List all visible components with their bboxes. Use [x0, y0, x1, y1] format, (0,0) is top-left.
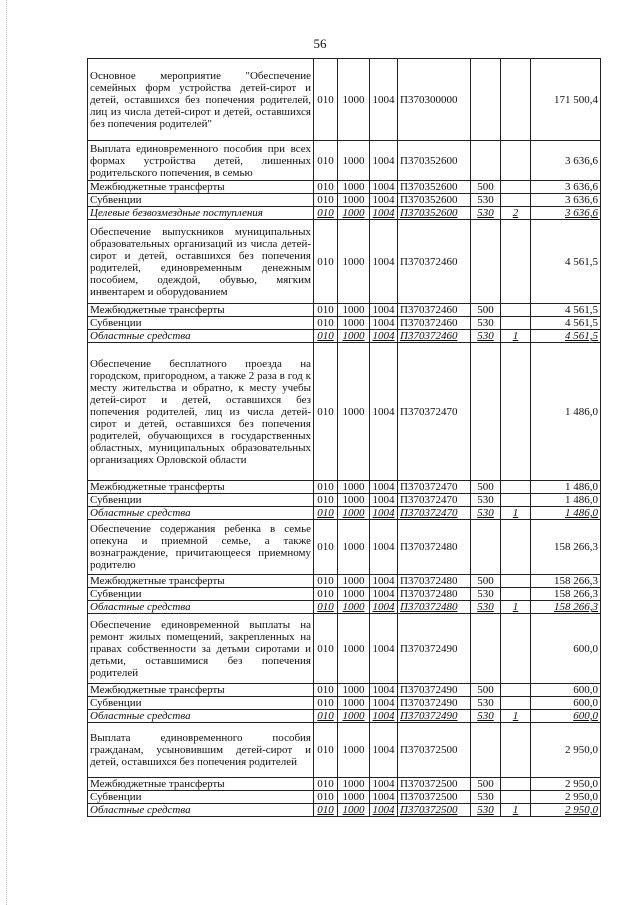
row-name: Субвенции — [88, 697, 314, 710]
row-grbs-code: 010 — [314, 343, 338, 481]
row-target-article: П370352600 — [398, 181, 471, 194]
row-name: Субвенции — [88, 588, 314, 601]
row-target-article: П370372460 — [398, 330, 471, 343]
row-source-code — [501, 588, 531, 601]
table-row — [88, 723, 601, 778]
row-source-code: 1 — [501, 330, 531, 343]
row-subsection-code: 1004 — [370, 59, 398, 141]
row-expense-type: 530 — [471, 507, 501, 520]
row-expense-type — [471, 220, 501, 304]
row-section-code: 1000 — [338, 723, 370, 778]
row-grbs-code: 010 — [314, 778, 338, 791]
row-subsection-code: 1004 — [370, 317, 398, 330]
row-name: Обеспечение единовременной выплаты на ремонт жилых помещений, закрепленных на правах собственности за детьми сиротами и детьми, оставшимися без попечения родителей — [88, 614, 314, 684]
budget-table — [87, 58, 601, 817]
row-expense-type: 500 — [471, 575, 501, 588]
row-name: Межбюджетные трансферты — [88, 575, 314, 588]
row-name: Межбюджетные трансферты — [88, 481, 314, 494]
row-grbs-code: 010 — [314, 710, 338, 723]
row-target-article: П370352600 — [398, 207, 471, 220]
row-expense-type: 530 — [471, 791, 501, 804]
row-source-code — [501, 697, 531, 710]
row-target-article: П370372500 — [398, 791, 471, 804]
row-source-code — [501, 59, 531, 141]
row-source-code — [501, 194, 531, 207]
row-subsection-code: 1004 — [370, 710, 398, 723]
row-amount: 2 950,0 — [531, 791, 601, 804]
table-row — [88, 194, 601, 207]
row-amount: 158 266,3 — [531, 575, 601, 588]
table-row — [88, 220, 601, 304]
row-source-code: 2 — [501, 207, 531, 220]
row-section-code: 1000 — [338, 494, 370, 507]
row-source-code: 1 — [501, 601, 531, 614]
row-target-article: П370300000 — [398, 59, 471, 141]
row-amount: 2 950,0 — [531, 778, 601, 791]
row-grbs-code: 010 — [314, 804, 338, 817]
row-subsection-code: 1004 — [370, 723, 398, 778]
row-name: Областные средства — [88, 601, 314, 614]
table-row — [88, 304, 601, 317]
row-target-article: П370352600 — [398, 141, 471, 181]
row-section-code: 1000 — [338, 778, 370, 791]
row-amount: 158 266,3 — [531, 588, 601, 601]
row-section-code: 1000 — [338, 684, 370, 697]
row-amount: 2 950,0 — [531, 723, 601, 778]
row-expense-type: 530 — [471, 330, 501, 343]
row-expense-type: 500 — [471, 684, 501, 697]
row-section-code: 1000 — [338, 804, 370, 817]
row-section-code: 1000 — [338, 343, 370, 481]
row-name: Субвенции — [88, 494, 314, 507]
row-grbs-code: 010 — [314, 304, 338, 317]
row-subsection-code: 1004 — [370, 343, 398, 481]
row-section-code: 1000 — [338, 791, 370, 804]
row-expense-type — [471, 614, 501, 684]
row-target-article: П370372470 — [398, 494, 471, 507]
row-expense-type — [471, 343, 501, 481]
row-expense-type: 530 — [471, 710, 501, 723]
row-amount: 600,0 — [531, 684, 601, 697]
row-name: Обеспечение содержания ребенка в семье опекуна и приемной семье, а также вознаграждение, причитающееся приемному родителю — [88, 520, 314, 575]
row-grbs-code: 010 — [314, 507, 338, 520]
row-source-code: 1 — [501, 804, 531, 817]
row-amount: 4 561,5 — [531, 330, 601, 343]
table-row — [88, 207, 601, 220]
table-row — [88, 507, 601, 520]
table-row — [88, 684, 601, 697]
row-target-article: П370372490 — [398, 710, 471, 723]
row-grbs-code: 010 — [314, 575, 338, 588]
row-name: Целевые безвозмездные поступления — [88, 207, 314, 220]
row-subsection-code: 1004 — [370, 507, 398, 520]
table-row — [88, 59, 601, 141]
table-row — [88, 481, 601, 494]
row-expense-type — [471, 520, 501, 575]
row-section-code: 1000 — [338, 575, 370, 588]
row-section-code: 1000 — [338, 697, 370, 710]
row-grbs-code: 010 — [314, 588, 338, 601]
row-source-code: 1 — [501, 710, 531, 723]
row-expense-type: 530 — [471, 588, 501, 601]
row-target-article: П370372480 — [398, 575, 471, 588]
row-name: Выплата единовременного пособия гражданам, усыновившим детей-сирот и детей, оставшихся без попечения родителей — [88, 723, 314, 778]
row-amount: 600,0 — [531, 697, 601, 710]
row-name: Обеспечение выпускников муниципальных образовательных организаций из числа детей-сирот и детей, оставшихся без попечения родителей, единовременным денежным пособием, одеждой, обувью, мягким инвентарем и оборудованием — [88, 220, 314, 304]
row-target-article: П370372460 — [398, 304, 471, 317]
row-subsection-code: 1004 — [370, 791, 398, 804]
row-section-code: 1000 — [338, 207, 370, 220]
row-expense-type: 530 — [471, 601, 501, 614]
row-source-code — [501, 304, 531, 317]
table-row — [88, 520, 601, 575]
row-target-article: П370372500 — [398, 723, 471, 778]
row-grbs-code: 010 — [314, 520, 338, 575]
table-row — [88, 710, 601, 723]
row-target-article: П370352600 — [398, 194, 471, 207]
table-row — [88, 697, 601, 710]
row-amount: 4 561,5 — [531, 317, 601, 330]
row-grbs-code: 010 — [314, 207, 338, 220]
row-section-code: 1000 — [338, 588, 370, 601]
row-target-article: П370372480 — [398, 520, 471, 575]
row-target-article: П370372480 — [398, 588, 471, 601]
row-amount: 4 561,5 — [531, 220, 601, 304]
row-section-code: 1000 — [338, 220, 370, 304]
row-section-code: 1000 — [338, 194, 370, 207]
row-section-code: 1000 — [338, 330, 370, 343]
row-expense-type: 500 — [471, 481, 501, 494]
binding-margin-rule — [6, 0, 7, 905]
row-section-code: 1000 — [338, 317, 370, 330]
row-subsection-code: 1004 — [370, 778, 398, 791]
row-source-code — [501, 481, 531, 494]
row-target-article: П370372480 — [398, 601, 471, 614]
row-name: Межбюджетные трансферты — [88, 684, 314, 697]
row-section-code: 1000 — [338, 181, 370, 194]
row-subsection-code: 1004 — [370, 194, 398, 207]
row-expense-type: 500 — [471, 778, 501, 791]
row-subsection-code: 1004 — [370, 304, 398, 317]
row-expense-type: 500 — [471, 304, 501, 317]
row-grbs-code: 010 — [314, 684, 338, 697]
row-subsection-code: 1004 — [370, 207, 398, 220]
row-grbs-code: 010 — [314, 614, 338, 684]
row-grbs-code: 010 — [314, 141, 338, 181]
row-name: Выплата единовременного пособия при всех формах устройства детей, лишенных родительского попечения, в семью — [88, 141, 314, 181]
row-expense-type — [471, 141, 501, 181]
row-name: Областные средства — [88, 710, 314, 723]
row-expense-type — [471, 723, 501, 778]
row-subsection-code: 1004 — [370, 601, 398, 614]
row-source-code — [501, 141, 531, 181]
row-target-article: П370372470 — [398, 343, 471, 481]
row-amount: 1 486,0 — [531, 343, 601, 481]
table-row — [88, 804, 601, 817]
row-name: Межбюджетные трансферты — [88, 778, 314, 791]
row-source-code — [501, 723, 531, 778]
row-source-code — [501, 494, 531, 507]
row-source-code — [501, 575, 531, 588]
row-name: Межбюджетные трансферты — [88, 181, 314, 194]
row-section-code: 1000 — [338, 59, 370, 141]
row-amount: 1 486,0 — [531, 494, 601, 507]
row-target-article: П370372470 — [398, 507, 471, 520]
row-target-article: П370372490 — [398, 697, 471, 710]
row-name: Субвенции — [88, 317, 314, 330]
row-name: Субвенции — [88, 791, 314, 804]
row-grbs-code: 010 — [314, 181, 338, 194]
row-source-code — [501, 791, 531, 804]
row-section-code: 1000 — [338, 614, 370, 684]
row-source-code — [501, 317, 531, 330]
table-row — [88, 343, 601, 481]
row-subsection-code: 1004 — [370, 330, 398, 343]
row-subsection-code: 1004 — [370, 494, 398, 507]
row-amount: 158 266,3 — [531, 601, 601, 614]
row-amount: 3 636,6 — [531, 207, 601, 220]
row-subsection-code: 1004 — [370, 181, 398, 194]
row-expense-type: 530 — [471, 194, 501, 207]
table-row — [88, 181, 601, 194]
row-target-article: П370372490 — [398, 614, 471, 684]
table-row — [88, 588, 601, 601]
row-target-article: П370372500 — [398, 778, 471, 791]
row-amount: 1 486,0 — [531, 507, 601, 520]
row-grbs-code: 010 — [314, 481, 338, 494]
row-subsection-code: 1004 — [370, 481, 398, 494]
row-subsection-code: 1004 — [370, 614, 398, 684]
row-subsection-code: 1004 — [370, 520, 398, 575]
row-subsection-code: 1004 — [370, 804, 398, 817]
row-source-code — [501, 684, 531, 697]
row-subsection-code: 1004 — [370, 588, 398, 601]
row-expense-type: 530 — [471, 207, 501, 220]
row-section-code: 1000 — [338, 481, 370, 494]
row-grbs-code: 010 — [314, 59, 338, 141]
row-amount: 600,0 — [531, 614, 601, 684]
table-row — [88, 141, 601, 181]
row-source-code: 1 — [501, 507, 531, 520]
row-name: Межбюджетные трансферты — [88, 304, 314, 317]
table-row — [88, 317, 601, 330]
row-expense-type: 530 — [471, 317, 501, 330]
row-source-code — [501, 181, 531, 194]
row-section-code: 1000 — [338, 141, 370, 181]
row-grbs-code: 010 — [314, 601, 338, 614]
row-source-code — [501, 778, 531, 791]
row-name: Областные средства — [88, 330, 314, 343]
row-expense-type: 530 — [471, 697, 501, 710]
row-subsection-code: 1004 — [370, 220, 398, 304]
row-name: Обеспечение бесплатного проезда на городском, пригородном, а также 2 раза в год к месту жительства и обратно, к месту учебы детей-сирот и детей, оставшихся без попечения родителей, лиц из числа детей-сирот и детей, оставшихся без попечения родителей, обучающихся в государственных областных, муниципальных образовательных организациях Орловской области — [88, 343, 314, 481]
budget-table-body — [88, 59, 601, 817]
table-row — [88, 575, 601, 588]
row-source-code — [501, 343, 531, 481]
row-amount: 1 486,0 — [531, 481, 601, 494]
row-section-code: 1000 — [338, 507, 370, 520]
row-amount: 158 266,3 — [531, 520, 601, 575]
row-amount: 3 636,6 — [531, 181, 601, 194]
row-section-code: 1000 — [338, 601, 370, 614]
row-subsection-code: 1004 — [370, 684, 398, 697]
row-expense-type: 530 — [471, 804, 501, 817]
row-grbs-code: 010 — [314, 194, 338, 207]
row-grbs-code: 010 — [314, 494, 338, 507]
row-target-article: П370372470 — [398, 481, 471, 494]
row-source-code — [501, 520, 531, 575]
row-subsection-code: 1004 — [370, 575, 398, 588]
row-grbs-code: 010 — [314, 220, 338, 304]
table-row — [88, 778, 601, 791]
row-grbs-code: 010 — [314, 317, 338, 330]
row-target-article: П370372460 — [398, 317, 471, 330]
row-source-code — [501, 220, 531, 304]
row-expense-type: 500 — [471, 181, 501, 194]
row-subsection-code: 1004 — [370, 697, 398, 710]
row-section-code: 1000 — [338, 520, 370, 575]
row-expense-type: 530 — [471, 494, 501, 507]
table-row — [88, 494, 601, 507]
row-amount: 2 950,0 — [531, 804, 601, 817]
row-source-code — [501, 614, 531, 684]
row-name: Областные средства — [88, 507, 314, 520]
row-target-article: П370372490 — [398, 684, 471, 697]
table-row — [88, 791, 601, 804]
row-name: Областные средства — [88, 804, 314, 817]
table-row — [88, 614, 601, 684]
row-name: Субвенции — [88, 194, 314, 207]
row-expense-type — [471, 59, 501, 141]
row-amount: 4 561,5 — [531, 304, 601, 317]
table-row — [88, 601, 601, 614]
row-subsection-code: 1004 — [370, 141, 398, 181]
row-target-article: П370372460 — [398, 220, 471, 304]
row-grbs-code: 010 — [314, 723, 338, 778]
row-target-article: П370372500 — [398, 804, 471, 817]
row-grbs-code: 010 — [314, 791, 338, 804]
page-number: 56 — [313, 36, 327, 51]
row-amount: 3 636,6 — [531, 194, 601, 207]
row-section-code: 1000 — [338, 710, 370, 723]
row-amount: 3 636,6 — [531, 141, 601, 181]
row-amount: 171 500,4 — [531, 59, 601, 141]
row-amount: 600,0 — [531, 710, 601, 723]
row-grbs-code: 010 — [314, 697, 338, 710]
table-row — [88, 330, 601, 343]
row-section-code: 1000 — [338, 304, 370, 317]
row-grbs-code: 010 — [314, 330, 338, 343]
row-name: Основное мероприятие "Обеспечение семейных форм устройства детей-сирот и детей, оставшихся без попечения родителей, лиц из числа детей-сирот и детей, оставшихся без попечения родителей" — [88, 59, 314, 141]
